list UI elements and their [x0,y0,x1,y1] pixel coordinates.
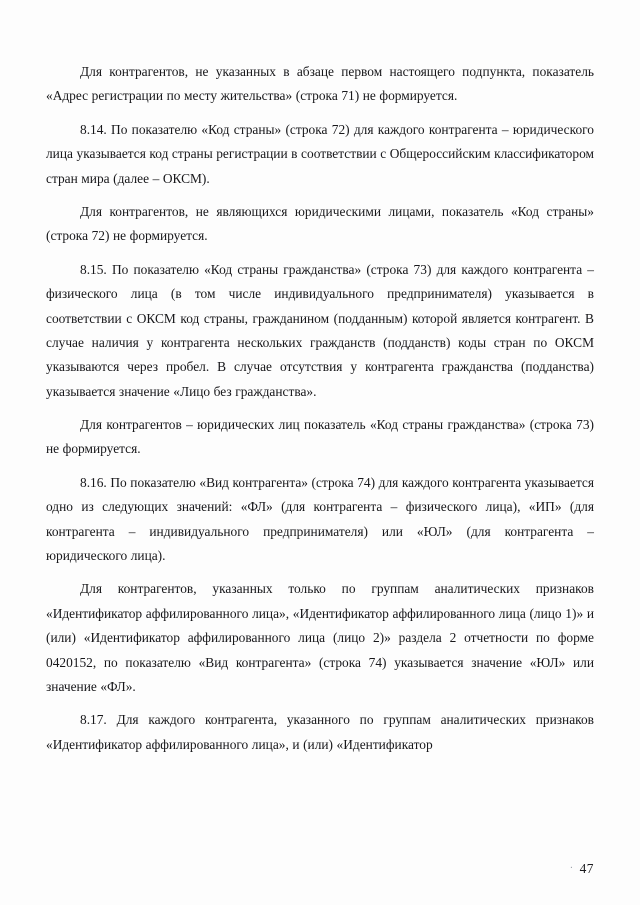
paragraph: Для контрагентов, указанных только по группам аналитических признаков «Идентификатор аффилированного лица», «Идентификатор аффилированного лица (лицо 1)» и (или) «Идентификатор аффилированного лица (лицо 2)» раздела 2 отчетности по форме 0420152, по показателю «Вид контрагента» (строка 74) указывается значение «ЮЛ» или значение «ФЛ». [46,581,594,694]
paragraph: Для контрагентов – юридических лиц показатель «Код страны гражданства» (строка 73) не формируется. [46,417,594,457]
paragraph: 8.16. По показателю «Вид контрагента» (строка 74) для каждого контрагента указывается одно из следующих значений: «ФЛ» (для контрагента – физического лица), «ИП» (для контрагента – индивидуального предпринимателя) или «ЮЛ» (для контрагента – юридического лица). [46,474,594,564]
page-number [570,861,594,877]
scan-speck-icon: · [569,863,574,874]
document-body [46,60,594,757]
paragraph: 8.14. По показателю «Код страны» (строка 72) для каждого контрагента – юридического лица указывается код страны регистрации в соответствии с Общероссийским классификатором стран мира (далее – ОКСМ). [46,121,594,186]
paragraph: 8.15. По показателю «Код страны гражданства» (строка 73) для каждого контрагента – физического лица (в том числе индивидуального предпринимателя) указывается в соответствии с ОКСМ код страны, гражданином (подданным) которой является контрагент. В случае наличия у контрагента нескольких гражданств (подданств) коды стран по ОКСМ указываются через пробел. В случае отсутствия у контрагента гражданства (подданства) указывается значение «Лицо без гражданства». [46,261,594,399]
page-number-value: 47 [579,861,594,876]
paragraph: Для контрагентов, не являющихся юридическими лицами, показатель «Код страны» (строка 72) не формируется. [46,203,594,244]
paragraph: 8.17. Для каждого контрагента, указанного по группам аналитических признаков «Идентификатор аффилированного лица», и (или) «Идентификатор [46,712,594,752]
paragraph: Для контрагентов, не указанных в абзаце первом настоящего подпункта, показатель «Адрес регистрации по месту жительства» (строка 71) не формируется. [46,64,594,104]
